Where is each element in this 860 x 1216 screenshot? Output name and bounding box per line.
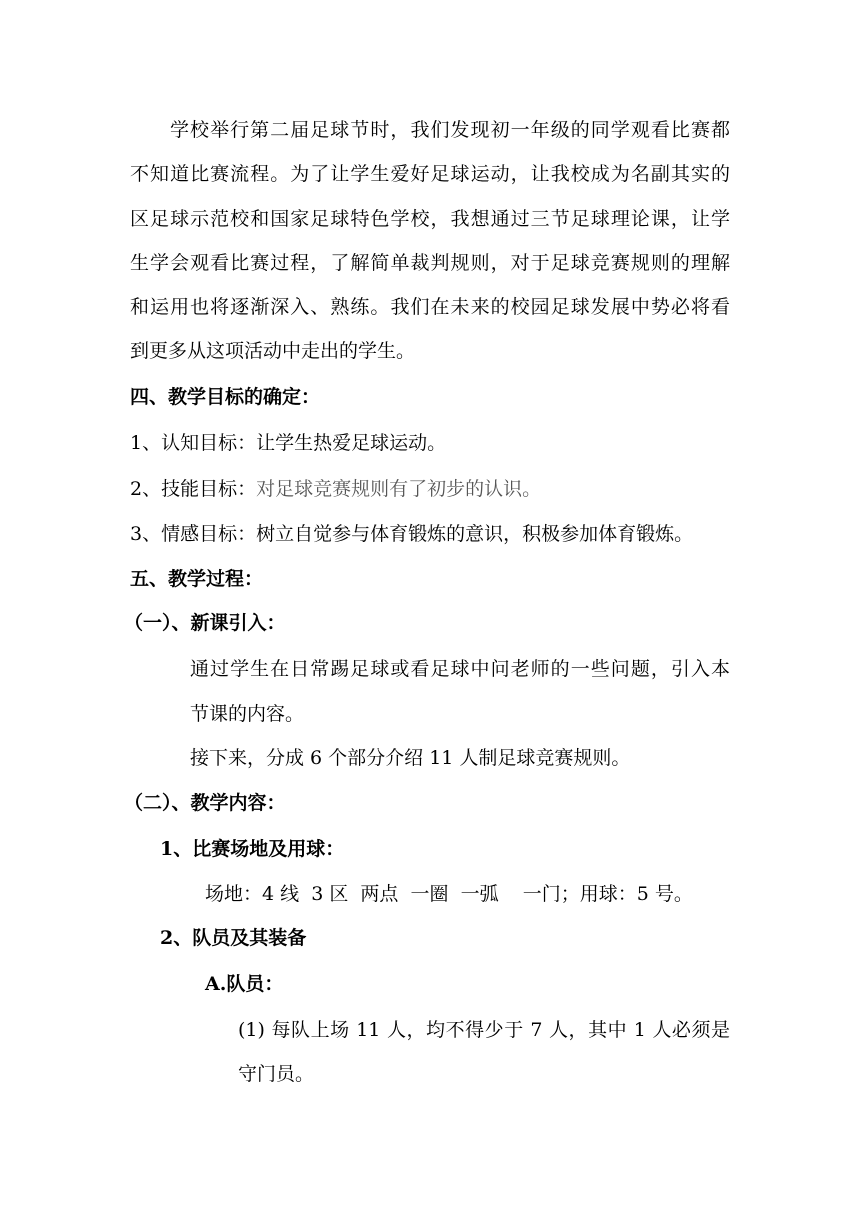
subsection-1-line-1: 通过学生在日常踢足球或看足球中问老师的一些问题，引入本 bbox=[190, 658, 730, 680]
item-2a-line-2: 守门员。 bbox=[238, 1063, 315, 1085]
goal-2-text: 对足球竞赛规则有了初步的认识。 bbox=[256, 478, 542, 500]
item-2a-heading: A.队员： bbox=[205, 973, 284, 995]
intro-line-4: 生学会观看比赛过程，了解简单裁判规则，对于足球竞赛规则的理解 bbox=[130, 252, 730, 274]
item-1-heading: 1、比赛场地及用球： bbox=[160, 838, 345, 860]
section-5-heading: 五、教学过程： bbox=[130, 568, 264, 590]
intro-line-2: 不知道比赛流程。为了让学生爱好足球运动，让我校成为名副其实的 bbox=[130, 163, 730, 185]
goal-2 bbox=[130, 477, 541, 501]
intro-line-6: 到更多从这项活动中走出的学生。 bbox=[130, 340, 416, 362]
goal-2-label: 2、技能目标： bbox=[130, 478, 257, 500]
section-4-heading: 四、教学目标的确定： bbox=[130, 386, 321, 408]
subsection-1-line-3: 接下来，分成 6 个部分介绍 11 人制足球竞赛规则。 bbox=[190, 747, 631, 769]
intro-line-3: 区足球示范校和国家足球特色学校，我想通过三节足球理论课，让学 bbox=[130, 208, 730, 230]
goal-3: 3、情感目标：树立自觉参与体育锻炼的意识，积极参加体育锻炼。 bbox=[130, 523, 694, 545]
goal-1: 1、认知目标：让学生热爱足球运动。 bbox=[130, 432, 447, 454]
intro-line-1: 学校举行第二届足球节时，我们发现初一年级的同学观看比赛都 bbox=[170, 119, 730, 141]
item-1-text: 场地：4 线 3 区 两点 一圈 一弧 一门；用球：5 号。 bbox=[205, 883, 693, 905]
subsection-1-heading: （一）、新课引入： bbox=[124, 612, 286, 634]
item-2-heading: 2、队员及其装备 bbox=[160, 927, 307, 949]
subsection-2-heading: （二）、教学内容： bbox=[124, 792, 286, 814]
intro-line-5: 和运用也将逐渐深入、熟练。我们在未来的校园足球发展中势必将看 bbox=[130, 296, 730, 318]
item-2a-line-1: (1) 每队上场 11 人，均不得少于 7 人，其中 1 人必须是 bbox=[238, 1019, 730, 1041]
subsection-1-line-2: 节课的内容。 bbox=[190, 703, 305, 725]
